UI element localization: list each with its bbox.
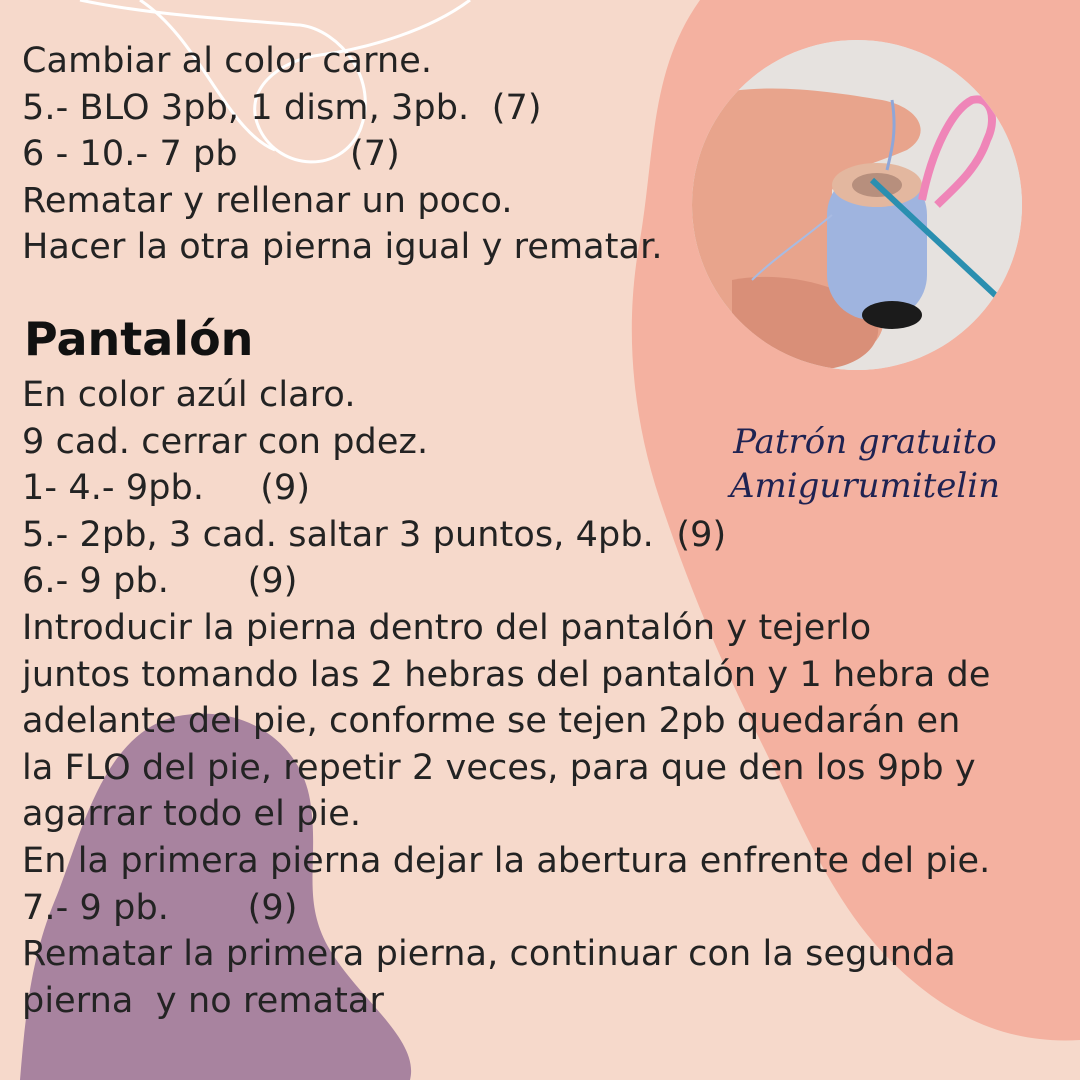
section-title: Pantalón bbox=[24, 312, 254, 366]
intro-instructions bbox=[22, 38, 1062, 271]
instruction-line: juntos tomando las 2 hebras del pantalón y 1 hebra de bbox=[22, 654, 991, 695]
instruction-line: Cambiar al color carne. bbox=[22, 41, 433, 81]
instruction-line: agarrar todo el pie. bbox=[22, 794, 362, 835]
instruction-line: Rematar y rellenar un poco. bbox=[22, 180, 513, 221]
instruction-line: Hacer la otra pierna igual y rematar. bbox=[22, 227, 663, 268]
instruction-line: En la primera pierna dejar la abertura enfrente del pie. bbox=[22, 840, 991, 881]
instruction-line: adelante del pie, conforme se tejen 2pb quedarán en bbox=[22, 701, 961, 742]
crochet-base bbox=[862, 301, 922, 329]
instruction-line: la FLO del pie, repetir 2 veces, para que den los 9pb y bbox=[22, 747, 976, 788]
instruction-line: 9 cad. cerrar con pdez. bbox=[22, 421, 429, 462]
instruction-line: 7.- 9 pb. (9) bbox=[22, 887, 298, 928]
instruction-line: Introducir la pierna dentro del pantalón y tejerlo bbox=[22, 607, 872, 648]
pants-instructions bbox=[22, 372, 1072, 1024]
instruction-line: 6 - 10.- 7 pb (7) bbox=[22, 134, 400, 175]
instruction-line: En color azúl claro. bbox=[22, 375, 356, 415]
instruction-line: 1- 4.- 9pb. (9) bbox=[22, 468, 311, 509]
brand-line-1: Patrón gratuito bbox=[733, 422, 997, 462]
instruction-line: 5.- BLO 3pb, 1 dism, 3pb. (7) bbox=[22, 87, 542, 128]
instruction-line: 5.- 2pb, 3 cad. saltar 3 puntos, 4pb. (9) bbox=[22, 514, 727, 555]
instruction-line: Rematar la primera pierna, continuar con la segunda bbox=[22, 934, 956, 975]
instruction-line: 6.- 9 pb. (9) bbox=[22, 561, 298, 602]
brand-line-2: Amigurumitelin bbox=[729, 466, 1001, 506]
instruction-line: pierna y no rematar bbox=[22, 980, 384, 1021]
